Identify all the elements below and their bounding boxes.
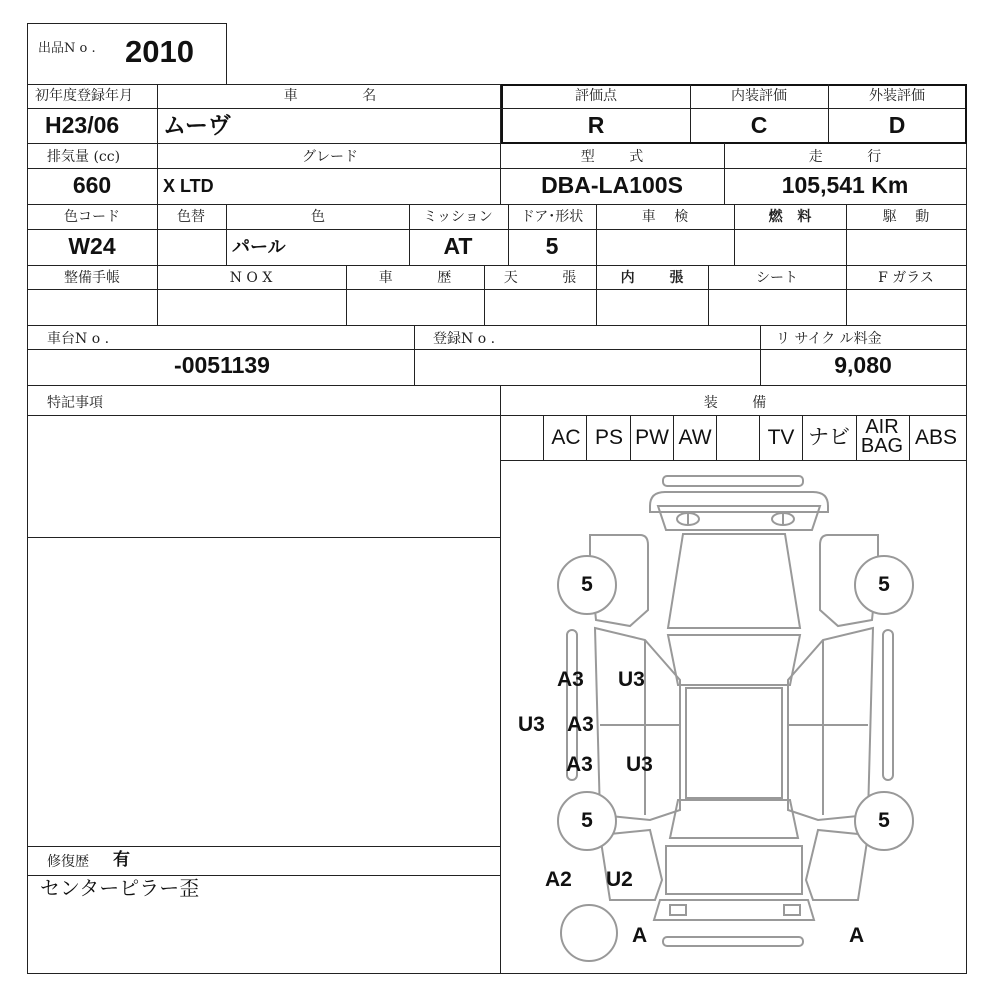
mission-label: ミッション xyxy=(423,209,493,225)
color-value: パール xyxy=(232,237,286,257)
grille xyxy=(658,506,820,530)
interior-trim-label: 内 張 xyxy=(620,270,684,286)
grade-label: グレード xyxy=(302,149,358,165)
lot-label: 出品N o . xyxy=(38,41,96,56)
fglass-label: F ガラス xyxy=(878,270,934,286)
repair-note: センターピラー歪 xyxy=(40,876,200,900)
damage-mark: A xyxy=(849,924,865,947)
door-label: ドア･形状 xyxy=(520,209,584,225)
exterior-label: 外装評価 xyxy=(869,88,925,104)
fuel-label: 燃 料 xyxy=(768,209,812,225)
windshield xyxy=(668,635,800,685)
equipment-ac: AC xyxy=(551,426,581,449)
tire-rear-left-value: 5 xyxy=(581,809,593,832)
chassis-value: -0051139 xyxy=(174,352,270,378)
hood xyxy=(668,534,800,628)
rear-bumper xyxy=(654,900,814,920)
equipment-label: 装 備 xyxy=(703,395,767,411)
damage-mark: U3 xyxy=(518,713,545,736)
recycle-label: リ サイク ル料金 xyxy=(776,331,882,347)
interior-label: 内装評価 xyxy=(731,88,787,104)
model-label: 型 式 xyxy=(580,149,644,165)
color-change-label: 色替 xyxy=(177,209,205,225)
displacement-label: 排気量 (cc) xyxy=(47,149,121,165)
chassis-label: 車台N o . xyxy=(47,331,110,347)
exterior-value: D xyxy=(888,112,906,138)
equipment-airbag: AIR BAG xyxy=(860,416,904,457)
damage-mark: A3 xyxy=(566,753,593,776)
recycle-value: 9,080 xyxy=(834,352,892,378)
damage-mark: A3 xyxy=(557,668,584,691)
lot-number: 2010 xyxy=(125,34,194,69)
history-label: 車 歴 xyxy=(378,270,452,286)
quarter-right xyxy=(806,830,868,900)
equipment-aw: AW xyxy=(678,426,712,449)
door-value: 5 xyxy=(545,233,559,259)
displacement-value: 660 xyxy=(72,172,112,198)
roof-label: 天 張 xyxy=(503,270,577,286)
car-name-value: ムーヴ xyxy=(163,112,231,138)
front-bumper xyxy=(650,492,828,512)
equipment-navi: ナビ xyxy=(808,426,850,449)
car-name-label: 車 名 xyxy=(283,88,377,104)
first-reg-value: H23/06 xyxy=(45,112,120,138)
nox-label: N O X xyxy=(229,270,273,286)
notes-label: 特記事項 xyxy=(47,395,103,411)
tailgate xyxy=(666,846,802,894)
inspection-label: 車 検 xyxy=(641,209,689,225)
score-value: R xyxy=(587,112,605,138)
maintenance-label: 整備手帳 xyxy=(64,270,120,286)
equipment-tv: TV xyxy=(767,426,795,449)
equipment-pw: PW xyxy=(635,426,669,449)
first-reg-label: 初年度登録年月 xyxy=(35,88,133,104)
seat-label: シート xyxy=(756,270,798,286)
side-step-right xyxy=(883,630,893,780)
equipment-ps: PS xyxy=(594,426,624,449)
score-label: 評価点 xyxy=(575,88,617,104)
mileage-value: 105,541 Km xyxy=(781,172,909,198)
spare-tire xyxy=(561,905,617,961)
repair-value: 有 xyxy=(113,850,130,870)
mission-value: AT xyxy=(443,233,473,259)
repair-label: 修復歴 xyxy=(47,854,89,870)
grade-value: X LTD xyxy=(163,176,214,196)
damage-mark: A3 xyxy=(567,713,594,736)
rear-window xyxy=(670,800,798,838)
damage-mark: U3 xyxy=(626,753,653,776)
interior-value: C xyxy=(750,112,768,138)
damage-mark: U3 xyxy=(618,668,645,691)
rear-bumper-bottom xyxy=(663,937,803,946)
tire-rear-right-value: 5 xyxy=(878,809,890,832)
color-label: 色 xyxy=(311,209,325,225)
damage-mark: A xyxy=(632,924,648,947)
color-code-value: W24 xyxy=(68,233,116,259)
roof xyxy=(686,688,782,798)
equipment-abs: ABS xyxy=(914,426,958,449)
tire-front-left-value: 5 xyxy=(581,573,593,596)
damage-mark: U2 xyxy=(606,868,633,891)
model-value: DBA-LA100S xyxy=(541,172,683,198)
drive-label: 駆 動 xyxy=(882,209,930,225)
front-bumper-top xyxy=(663,476,803,486)
reg-label: 登録N o . xyxy=(433,331,496,347)
color-code-label: 色コード xyxy=(64,209,120,225)
tire-front-right-value: 5 xyxy=(878,573,890,596)
mileage-label: 走 行 xyxy=(808,149,882,165)
damage-mark: A2 xyxy=(545,868,572,891)
